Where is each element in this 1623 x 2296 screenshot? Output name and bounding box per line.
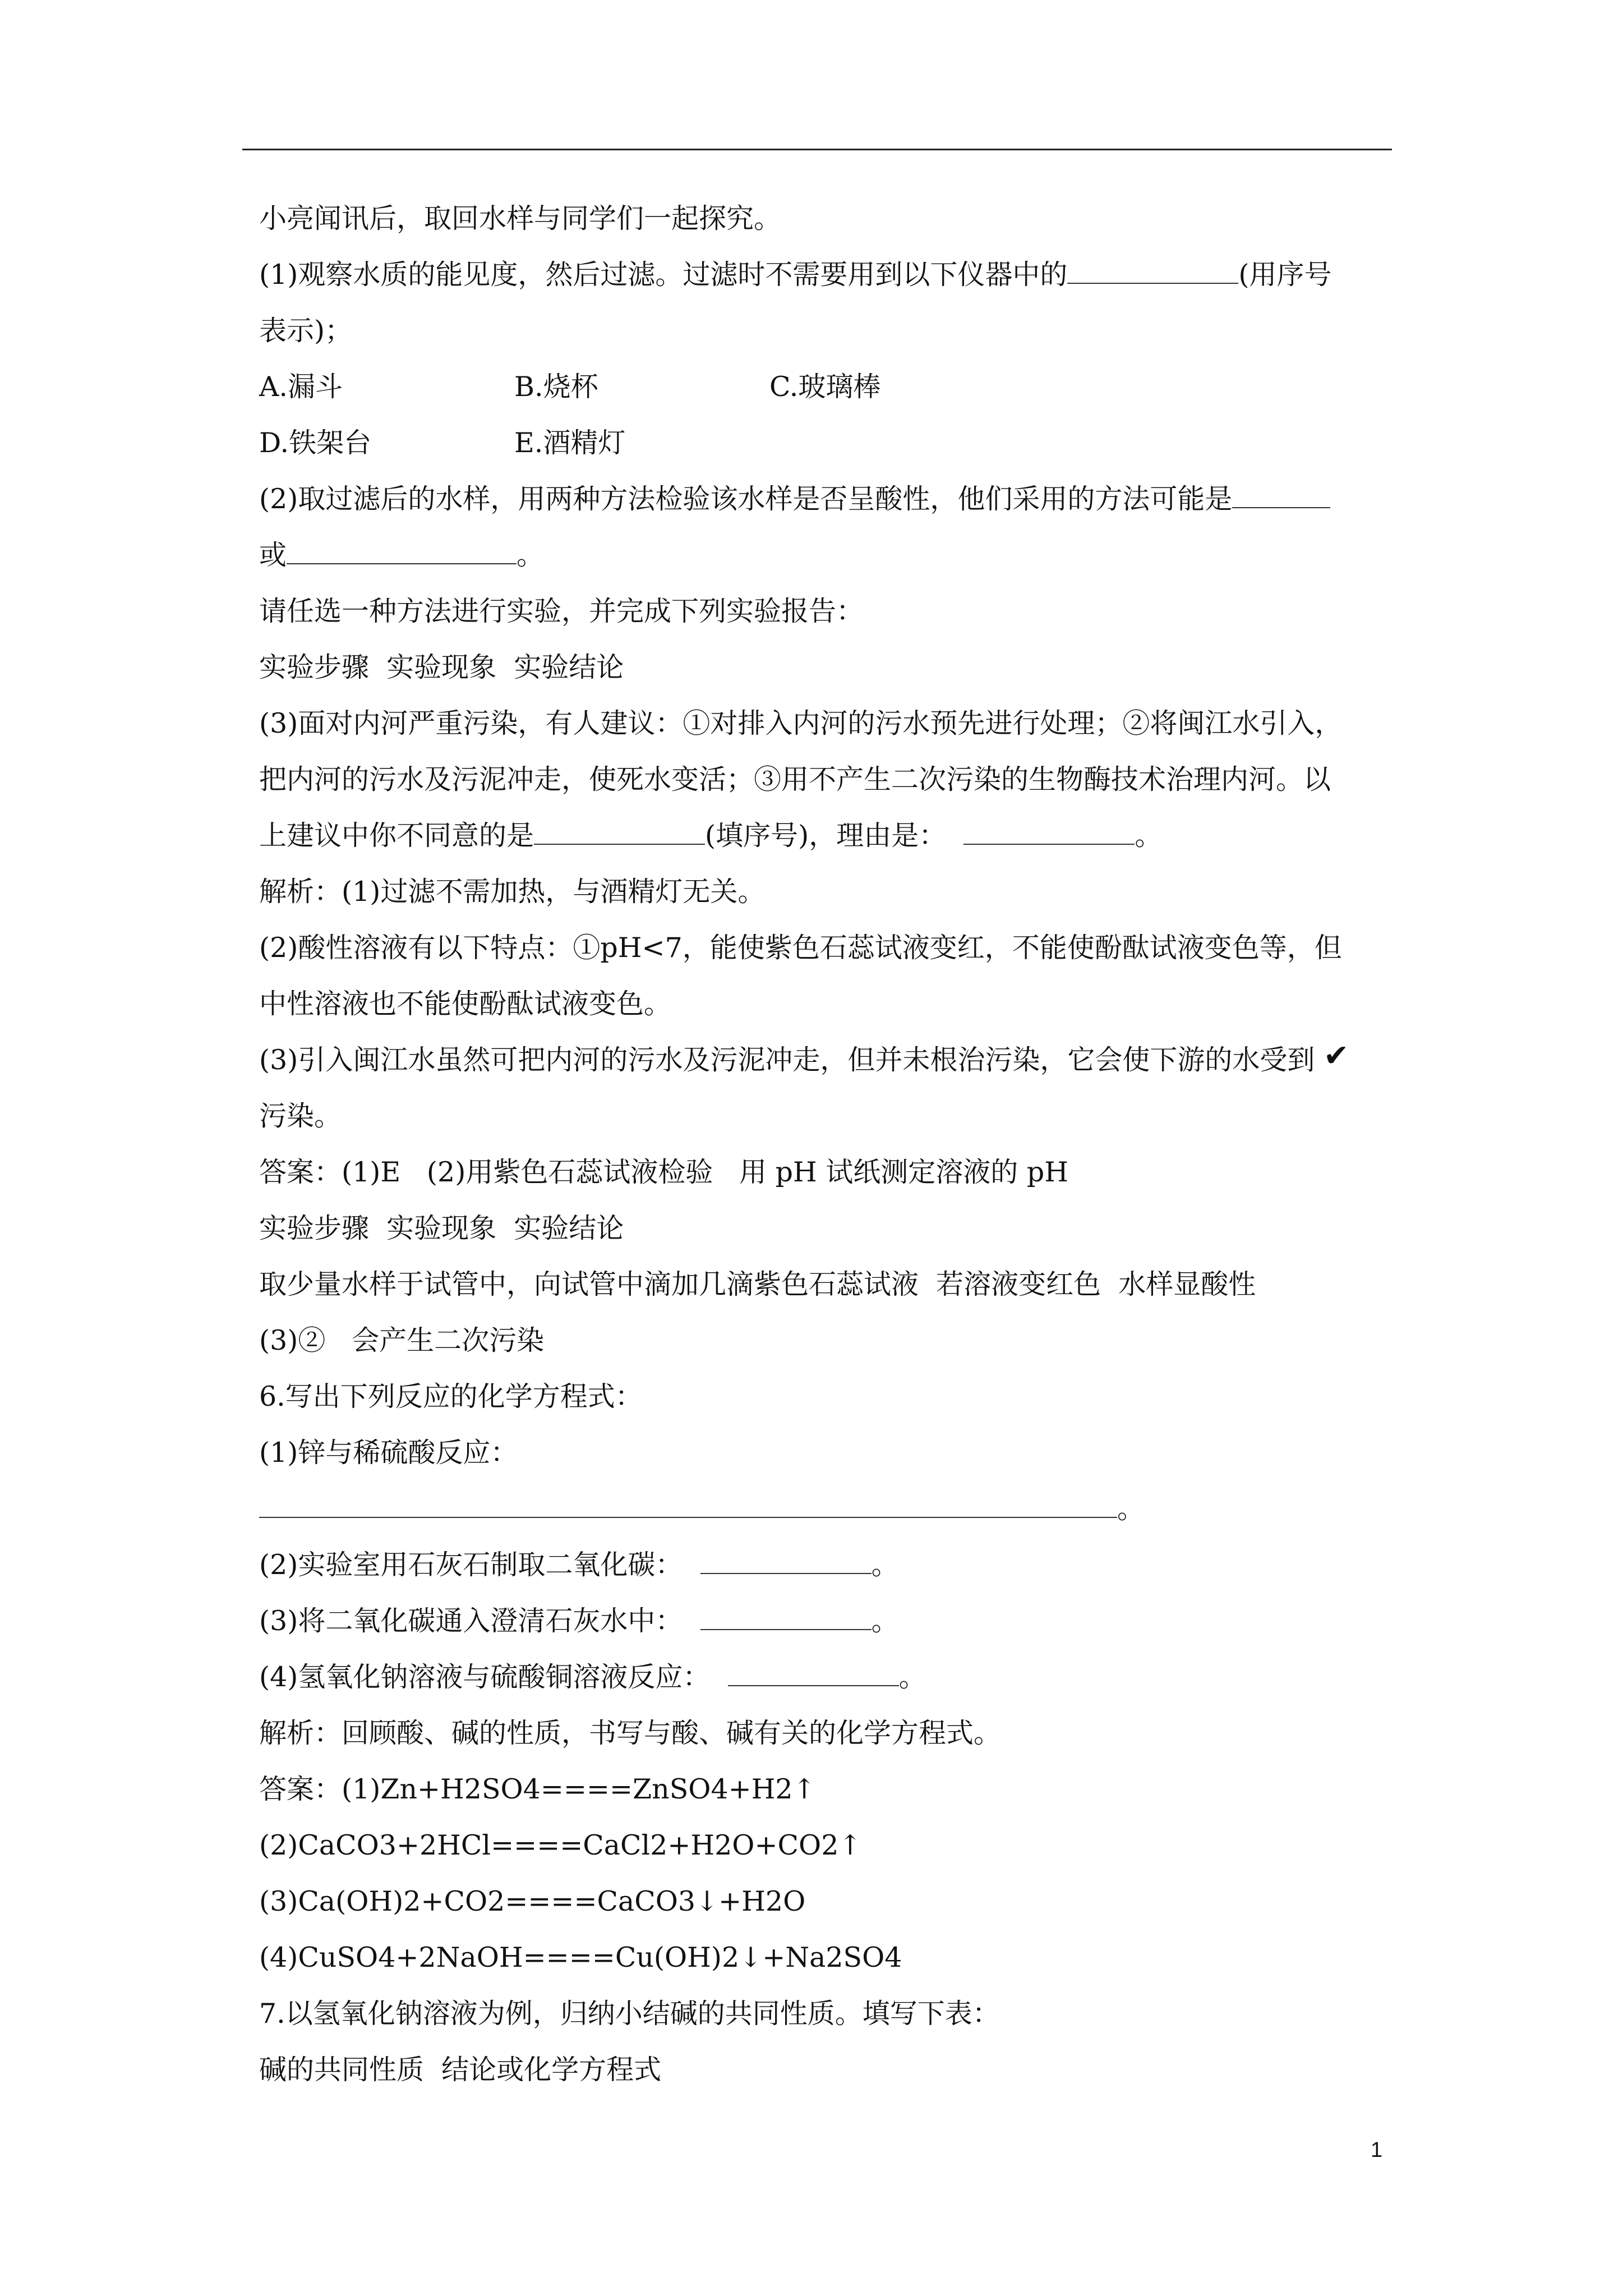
question-6-answer-2: (2)CaCO3+2HCl====CaCl2+H2O+CO2↑ [259,1829,862,1861]
answer-blank[interactable] [1067,249,1238,284]
intro-text: 小亮闻讯后，取回水样与同学们一起探究。 [259,203,782,234]
question-3-line-3 [259,808,1386,864]
answer-blank[interactable] [287,530,517,564]
answer-blank[interactable] [728,1651,899,1686]
question-3-line-1: (3)面对内河严重污染，有人建议：①对排入内河的污水预先进行处理；②将闽江水引入， [259,707,1343,739]
analysis-3-line-1: (3)引入闽江水虽然可把内河的污水及污泥冲走，但并未根治污染，它会使下游的水受到 [259,1044,1315,1076]
question-1-continued: 表示)； [259,315,353,347]
question-6-2 [259,1537,1386,1593]
question-6-2-text: (2)实验室用石灰石制取二氧化碳： [259,1549,700,1581]
question-7-title: 7.以氢氧化钠溶液为例，归纳小结碱的共同性质。填写下表： [259,1998,1000,2030]
analysis-3-line-2: 污染。 [259,1100,342,1132]
option-c: C.玻璃棒 [769,371,881,403]
option-a: A.漏斗 [259,371,343,403]
page-number: 1 [1371,2138,1383,2162]
question-6-3-end: 。 [871,1605,899,1637]
question-6-analysis: 解析：回顾酸、碱的性质，书写与酸、碱有关的化学方程式。 [259,1717,1002,1749]
analysis-2-line-1: (2)酸性溶液有以下特点：①pH<7，能使紫色石蕊试液变红，不能使酚酞试液变色等，但 [259,932,1342,964]
question-2-text: (2)取过滤后的水样，用两种方法检验该水样是否呈酸性，他们采用的方法可能是 [259,483,1233,515]
question-3-end: 。 [1135,820,1163,852]
document-body [259,191,1386,2098]
question-2-end: 。 [517,539,545,571]
question-6-4-end: 。 [898,1661,926,1693]
question-6-answer-1: 答案：(1)Zn+H2SO4====ZnSO4+H2↑ [259,1773,816,1805]
question-3-mid: (填序号)，理由是： [705,820,964,852]
answer-blank[interactable] [259,1483,1117,1518]
analysis-2-line-2: 中性溶液也不能使酚酞试液变色。 [259,988,672,1020]
question-6-4-text: (4)氢氧化钠溶液与硫酸铜溶液反应： [259,1661,728,1693]
question-6-4 [259,1649,1386,1705]
question-6-1-end: 。 [1117,1493,1145,1525]
answer-table-header: 实验步骤 实验现象 实验结论 [259,1212,624,1244]
question-1-suffix: (用序号 [1238,259,1332,291]
check-icon: ✔ [1324,1038,1349,1073]
question-2 [259,471,1386,527]
question-3-line-2: 把内河的污水及污泥冲走，使死水变活；③用不产生二次污染的生物酶技术治理内河。以 [259,763,1331,795]
answer-blank[interactable] [1232,473,1330,508]
question-2-or: 或 [259,539,287,571]
answer-1: 答案：(1)E (2)用紫色石蕊试液检验 用 pH 试纸测定溶液的 pH [259,1156,1068,1188]
answer-table-row: 取少量水样于试管中，向试管中滴加几滴紫色石蕊试液 若溶液变红色 水样显酸性 [259,1268,1256,1300]
question-7-table-header: 碱的共同性质 结论或化学方程式 [259,2054,662,2086]
question-6-3-text: (3)将二氧化碳通入澄清石灰水中： [259,1605,700,1637]
answer-blank[interactable] [700,1595,872,1630]
question-6-answer-4: (4)CuSO4+2NaOH====Cu(OH)2↓+Na2SO4 [259,1941,902,1973]
question-6-1: (1)锌与稀硫酸反应： [259,1437,518,1469]
analysis-1: 解析：(1)过滤不需加热，与酒精灯无关。 [259,876,766,908]
option-e: E.酒精灯 [514,427,626,459]
header-rule [242,149,1392,150]
answer-3: (3)② 会产生二次污染 [259,1324,545,1356]
question-6-2-end: 。 [871,1549,899,1581]
question-6-title: 6.写出下列反应的化学方程式： [259,1381,643,1412]
question-2-continued [259,527,1386,583]
option-b: B.烧杯 [514,371,598,403]
question-6-1-blank-line [259,1481,1386,1537]
question-1 [259,247,1386,303]
options-row-1 [259,359,1386,415]
question-2-instruction: 请任选一种方法进行实验，并完成下列实验报告： [259,595,864,627]
experiment-table-header: 实验步骤 实验现象 实验结论 [259,651,624,683]
question-1-text: (1)观察水质的能见度，然后过滤。过滤时不需要用到以下仪器中的 [259,259,1068,291]
question-6-answer-3: (3)Ca(OH)2+CO2====CaCO3↓+H2O [259,1885,806,1917]
answer-blank[interactable] [534,810,705,845]
question-6-3 [259,1593,1386,1649]
option-d: D.铁架台 [259,427,372,459]
answer-blank[interactable] [963,810,1135,845]
answer-blank[interactable] [700,1539,872,1574]
options-row-2 [259,415,1386,471]
question-3-text: 上建议中你不同意的是 [259,820,534,852]
